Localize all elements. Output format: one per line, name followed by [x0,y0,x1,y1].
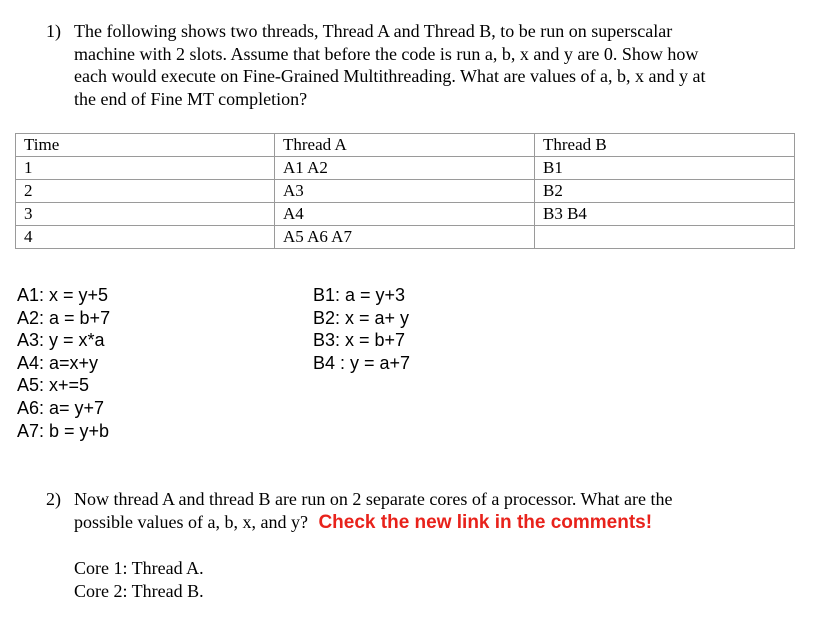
time-cell: 3 [16,203,275,226]
core-line: Core 2: Thread B. [74,581,204,601]
thread-a-cell: A4 [275,203,535,226]
thread-a-cell: A5 A6 A7 [275,226,535,249]
core-line: Core 1: Thread A. [74,558,204,578]
time-cell: 4 [16,226,275,249]
thread-a-cell: A1 A2 [275,157,535,180]
cores-list [74,557,204,603]
code-line: A6: a= y+7 [17,397,105,418]
question-2-number: 2) [46,489,61,509]
table-row [16,203,795,226]
code-line: A1: x = y+5 [17,285,109,305]
code-line: A4: a=x+y [17,352,99,373]
question-1-line: machine with 2 slots. Assume that before the code is run a, b, x and y are 0. Show how [74,43,699,64]
execution-table [15,133,795,249]
header-thread-a: Thread A [275,134,535,157]
table-row [16,180,795,203]
question-2-text: possible values of a, b, x, and y? [74,512,308,532]
table-row [16,157,795,180]
thread-a-code [17,284,110,442]
code-line: A7: b = y+b [17,420,110,441]
code-line: B1: a = y+3 [313,285,406,305]
code-line: A5: x+=5 [17,375,90,396]
code-line: B3: x = b+7 [313,330,406,351]
table-row [16,226,795,249]
table-header-row [16,134,795,157]
code-line: A3: y = x*a [17,330,105,351]
thread-b-cell [535,226,795,249]
code-line: B4 : y = a+7 [313,352,411,373]
thread-b-cell: B1 [535,157,795,180]
question-2-line: Now thread A and thread B are run on 2 separate cores of a processor. What are the [74,489,673,509]
thread-b-code [313,284,410,374]
time-cell: 1 [16,157,275,180]
red-note: Check the new link in the comments! [318,512,653,533]
question-1-line: The following shows two threads, Thread A and Thread B, to be run on superscalar [74,21,673,41]
time-cell: 2 [16,180,275,203]
question-1-number: 1) [46,21,61,41]
header-thread-b: Thread B [535,134,795,157]
code-line: A2: a = b+7 [17,307,111,328]
header-time: Time [16,134,275,157]
thread-a-cell: A3 [275,180,535,203]
question-2-line2 [74,511,652,535]
question-1-line: the end of Fine MT completion? [74,88,308,109]
thread-b-cell: B3 B4 [535,203,795,226]
code-line: B2: x = a+ y [313,307,410,328]
thread-b-cell: B2 [535,180,795,203]
question-1-line: each would execute on Fine-Grained Multithreading. What are values of a, b, x and y at [74,66,706,86]
